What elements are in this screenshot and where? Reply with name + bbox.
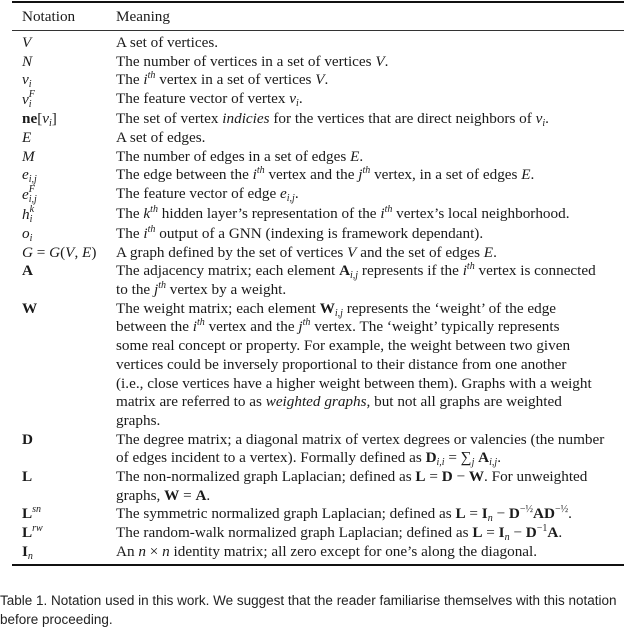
meaning-cell: The weight matrix; each element $W_{i,j}$ represents the ‘weight’ of the edge between the $i^{th}$ vertex and the $j^{th}$ vertex. The ‘weight’ typically represents some real concept or property. For example, the weight between two given vertices could be inversely proportional to their distance from one another (i.e., close vertices have a higher weight between them). Graphs with a weight matrix are referred to as weighted graphs, but not all graphs are weighted graphs.: [116, 300, 624, 431]
table-row: [12, 468, 624, 505]
meaning-cell: A graph defined by the set of vertices V and the set of edges E.: [116, 244, 624, 263]
notation-cell: $L^{rw}$: [12, 524, 116, 543]
meaning-cell: The number of vertices in a set of vertices V.: [116, 53, 624, 72]
notation-cell: N: [12, 53, 116, 72]
meaning-cell: The feature vector of edge $e_{i,j}$.: [116, 185, 624, 205]
table-row: [12, 205, 624, 225]
table-row: [12, 71, 624, 90]
table-row: [12, 244, 624, 263]
notation-cell: $e_{i,j}$: [12, 166, 116, 185]
notation-cell: h k i: [12, 205, 116, 225]
meaning-cell: The $k^{th}$ hidden layer’s representation of the $i^{th}$ vertex’s local neighborhood.: [116, 205, 624, 225]
meaning-cell: A set of vertices.: [116, 34, 624, 53]
notation-cell: $ne[v_i]$: [12, 110, 116, 129]
table-row: [12, 300, 624, 431]
notation-cell: e F i,j: [12, 185, 116, 205]
meaning-cell: The random-walk normalized graph Laplacian; defined as $L = I_n - D^{-1}A$.: [116, 524, 624, 543]
table-body: [12, 31, 624, 564]
table-caption: [0, 592, 640, 629]
notation-cell: W: [12, 300, 116, 431]
table-row: [12, 129, 624, 148]
notation-cell: v F i: [12, 90, 116, 110]
caption-line-1: Table 1. Notation used in this work. We suggest that the reader familiarise themselves with this notation: [0, 592, 640, 611]
notation-cell: $I_n$: [12, 543, 116, 562]
meaning-cell: The non-normalized graph Laplacian; defined as L = D − W. For unweighted graphs, W = A.: [116, 468, 624, 505]
notation-cell: $o_i$: [12, 225, 116, 244]
notation-cell: G = G(V, E): [12, 244, 116, 263]
table-row: [12, 262, 624, 299]
notation-cell: M: [12, 148, 116, 167]
header-meaning: Meaning: [116, 3, 624, 30]
meaning-cell: The edge between the $i^{th}$ vertex and the $j^{th}$ vertex, in a set of edges E.: [116, 166, 624, 185]
table-header: [12, 3, 624, 30]
meaning-cell: A set of edges.: [116, 129, 624, 148]
notation-table: [12, 0, 624, 566]
notation-cell: D: [12, 431, 116, 468]
table-row: [12, 524, 624, 543]
table-row: [12, 543, 624, 562]
table-row: [12, 53, 624, 72]
notation-cell: V: [12, 34, 116, 53]
table-row: [12, 185, 624, 205]
table-row: [12, 148, 624, 167]
meaning-cell: The set of vertex indicies for the vertices that are direct neighbors of $v_i$.: [116, 110, 624, 129]
notation-cell: E: [12, 129, 116, 148]
meaning-cell: The feature vector of vertex $v_i$.: [116, 90, 624, 110]
meaning-cell: The $i^{th}$ output of a GNN (indexing is framework dependant).: [116, 225, 624, 244]
notation-cell: $L^{sn}$: [12, 505, 116, 524]
meaning-cell: The symmetric normalized graph Laplacian; defined as $L = I_n - D^{-\frac{1}{2}}AD^{-\frac{1}{2}}$.: [116, 505, 624, 524]
caption-line-2: before proceeding.: [0, 611, 640, 629]
table-row: [12, 225, 624, 244]
header-notation: Notation: [12, 3, 116, 30]
meaning-cell: The degree matrix; a diagonal matrix of vertex degrees or valencies (the number of edges incident to a vertex). Formally defined as $D_{i,i} = \sum_j$ $A_{i,j}$.: [116, 431, 624, 468]
bottom-rule: [12, 564, 624, 566]
notation-cell: $v_i$: [12, 71, 116, 90]
notation-cell: L: [12, 468, 116, 505]
meaning-cell: The adjacency matrix; each element $A_{i,j}$ represents if the $i^{th}$ vertex is connected to the $j^{th}$ vertex by a weight.: [116, 262, 624, 299]
meaning-cell: An n × n identity matrix; all zero except for one’s along the diagonal.: [116, 543, 624, 562]
table-row: [12, 431, 624, 468]
table-row: [12, 110, 624, 129]
table-row: [12, 34, 624, 53]
meaning-cell: The number of edges in a set of edges E.: [116, 148, 624, 167]
table-row: [12, 90, 624, 110]
notation-cell: A: [12, 262, 116, 299]
table-row: [12, 166, 624, 185]
meaning-cell: The $i^{th}$ vertex in a set of vertices V.: [116, 71, 624, 90]
table-row: [12, 505, 624, 524]
